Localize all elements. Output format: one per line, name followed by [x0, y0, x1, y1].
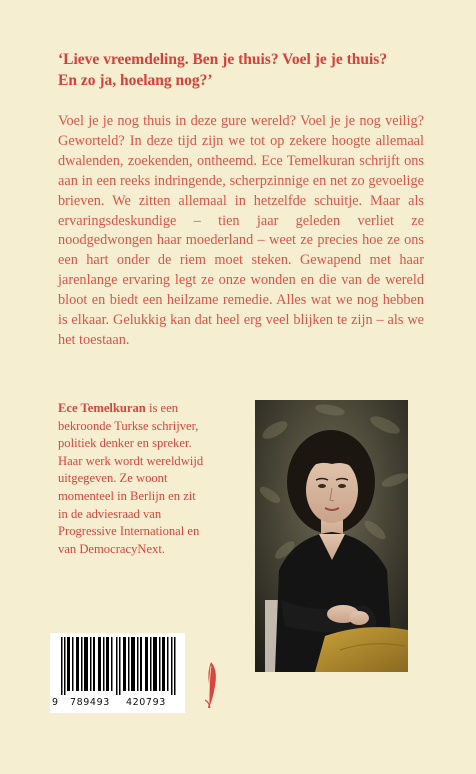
tagline [58, 49, 448, 91]
barcode-bars-icon [50, 633, 185, 695]
blurb-text: Voel je je nog thuis in deze gure wereld? Voel je je nog veilig? Geworteld? In deze tijd zijn we tot op zekere hoogte allemaal dwalenden, zoekenden, ontheemd. Ece Temelkuran schrijft ons aan in een reeks indringende, scherpzinnige en net zo gevoelige brieven. We zitten allemaal in hetzelfde schuitje. Maar als ervaringsdeskundige – tien jaar geleden verliet ze noodgedwongen haar moederland – weet ze precies hoe ze ons een hart onder de riem moet steken. Gewapend met haar jarenlange ervaring legt ze onze wonden en die van de wereld bloot en biedt een heilzame remedie. Alles wat we nog hebben is elkaar. Gelukkig kan dat heel erg veel blijken te zijn – als we het toestaan. [58, 113, 424, 348]
isbn-prefix-digit: 9 [52, 697, 59, 708]
author-photo [255, 400, 408, 672]
isbn-group-1: 789493 [70, 697, 110, 708]
author-bio-text: is een bekroonde Turkse schrijver, politiek denker en spreker. Haar werk wordt wereldwijd uitgegeven. Ze woont momenteel in Berlijn en zit in de adviesraad van Progressive International en van DemocracyNext. [58, 401, 204, 556]
author-name: Ece Temelkuran [58, 401, 146, 415]
isbn-barcode [50, 633, 185, 713]
author-portrait-icon [255, 400, 408, 672]
author-bio [58, 400, 208, 558]
isbn-group-2: 420793 [126, 697, 166, 708]
publisher-logo [201, 660, 221, 710]
quill-logo-icon [201, 660, 221, 710]
tagline-line-2: En zo ja, hoelang nog?’ [58, 72, 213, 89]
tagline-line-1: ‘Lieve vreemdeling. Ben je thuis? Voel je je thuis? [58, 51, 388, 68]
